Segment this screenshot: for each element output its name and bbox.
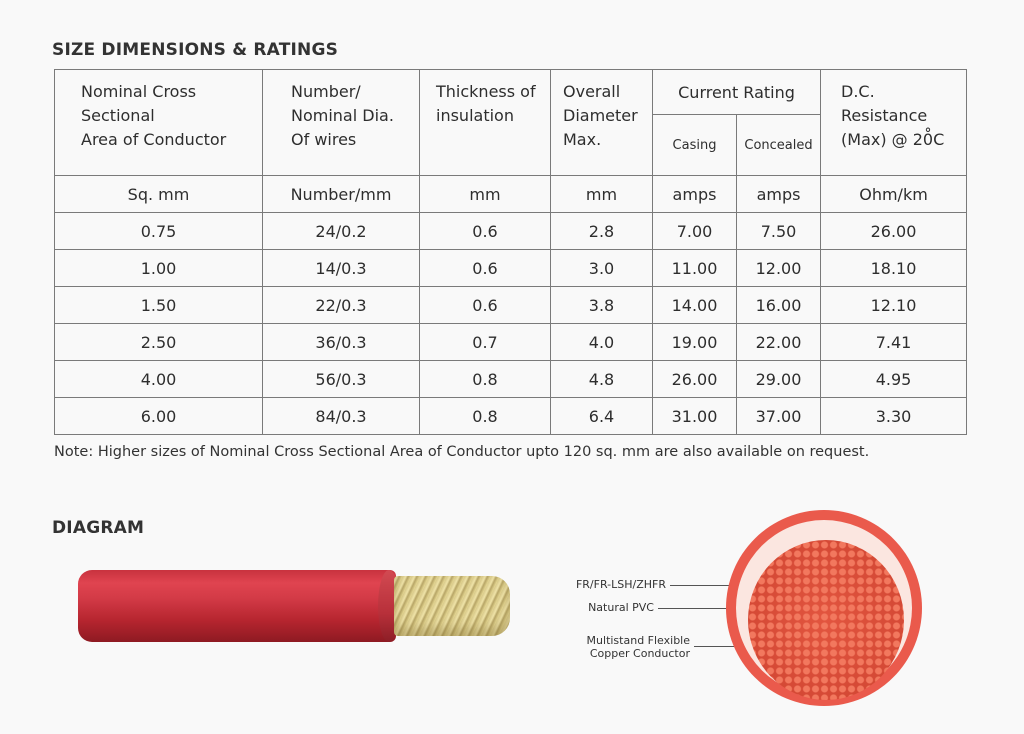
table-cell: 19.00 (653, 324, 737, 361)
table-cell: 4.0 (551, 324, 653, 361)
units-row (55, 176, 967, 213)
table-cell: 0.6 (420, 250, 551, 287)
table-cell: 16.00 (737, 287, 821, 324)
table-cell: 29.00 (737, 361, 821, 398)
table-cell: 3.30 (821, 398, 967, 435)
table-cell: 4.8 (551, 361, 653, 398)
table-cell: 0.8 (420, 398, 551, 435)
table-row (55, 213, 967, 250)
table-cell: 37.00 (737, 398, 821, 435)
header-wires: Number/ Nominal Dia. Of wires (263, 70, 420, 176)
table-cell: 56/0.3 (263, 361, 420, 398)
header-resistance: D.C. Resistance (Max) @ 20̊C (821, 70, 967, 176)
header-diameter: Overall Diameter Max. (551, 70, 653, 176)
cable-copper-strands (394, 576, 510, 636)
unit-cell: Sq. mm (55, 176, 263, 213)
callout-conductor-label: Multistand Flexible Copper Conductor (586, 634, 690, 660)
header-thickness: Thickness of insulation (420, 70, 551, 176)
table-cell: 4.00 (55, 361, 263, 398)
section-title-size: SIZE DIMENSIONS & RATINGS (52, 40, 339, 60)
table-cell: 12.10 (821, 287, 967, 324)
table-cell: 2.8 (551, 213, 653, 250)
table-row (55, 361, 967, 398)
table-cell: 11.00 (653, 250, 737, 287)
table-cell: 12.00 (737, 250, 821, 287)
table-row (55, 287, 967, 324)
table-cell: 1.50 (55, 287, 263, 324)
table-cell: 14/0.3 (263, 250, 420, 287)
section-title-diagram: DIAGRAM (52, 518, 145, 538)
header-area: Nominal Cross Sectional Area of Conductor (55, 70, 263, 176)
table-cell: 7.50 (737, 213, 821, 250)
unit-cell: mm (551, 176, 653, 213)
table-cell: 0.8 (420, 361, 551, 398)
table-cell: 6.4 (551, 398, 653, 435)
table-cell: 14.00 (653, 287, 737, 324)
table-row (55, 324, 967, 361)
table-cell: 3.8 (551, 287, 653, 324)
table-cell: 0.7 (420, 324, 551, 361)
table-cell: 0.6 (420, 287, 551, 324)
copper-conductor-bundle (748, 540, 904, 700)
table-row (55, 250, 967, 287)
table-cell: 24/0.2 (263, 213, 420, 250)
header-concealed: Concealed (737, 115, 821, 176)
table-cell: 36/0.3 (263, 324, 420, 361)
unit-cell: amps (737, 176, 821, 213)
table-cell: 3.0 (551, 250, 653, 287)
table-cell: 84/0.3 (263, 398, 420, 435)
cable-illustration (78, 570, 518, 646)
ratings-table (54, 69, 967, 435)
table-cell: 22.00 (737, 324, 821, 361)
callout-insulation-label: Natural PVC (588, 601, 654, 614)
cable-cross-section (726, 510, 922, 706)
table-cell: 0.75 (55, 213, 263, 250)
table-cell: 26.00 (821, 213, 967, 250)
cable-sheath (78, 570, 396, 642)
callout-outer-leader (670, 585, 734, 586)
table-cell: 7.00 (653, 213, 737, 250)
table-cell: 4.95 (821, 361, 967, 398)
table-cell: 22/0.3 (263, 287, 420, 324)
table-cell: 6.00 (55, 398, 263, 435)
table-cell: 31.00 (653, 398, 737, 435)
table-cell: 26.00 (653, 361, 737, 398)
unit-cell: mm (420, 176, 551, 213)
table-cell: 2.50 (55, 324, 263, 361)
callout-outer-label: FR/FR-LSH/ZHFR (575, 578, 666, 591)
table-row (55, 398, 967, 435)
table-cell: 0.6 (420, 213, 551, 250)
table-cell: 1.00 (55, 250, 263, 287)
unit-cell: amps (653, 176, 737, 213)
unit-cell: Ohm/km (821, 176, 967, 213)
availability-note: Note: Higher sizes of Nominal Cross Sectional Area of Conductor upto 120 sq. mm are also available on request. (54, 444, 870, 460)
unit-cell: Number/mm (263, 176, 420, 213)
header-casing: Casing (653, 115, 737, 176)
table-cell: 18.10 (821, 250, 967, 287)
table-cell: 7.41 (821, 324, 967, 361)
header-current-rating: Current Rating (653, 70, 821, 115)
